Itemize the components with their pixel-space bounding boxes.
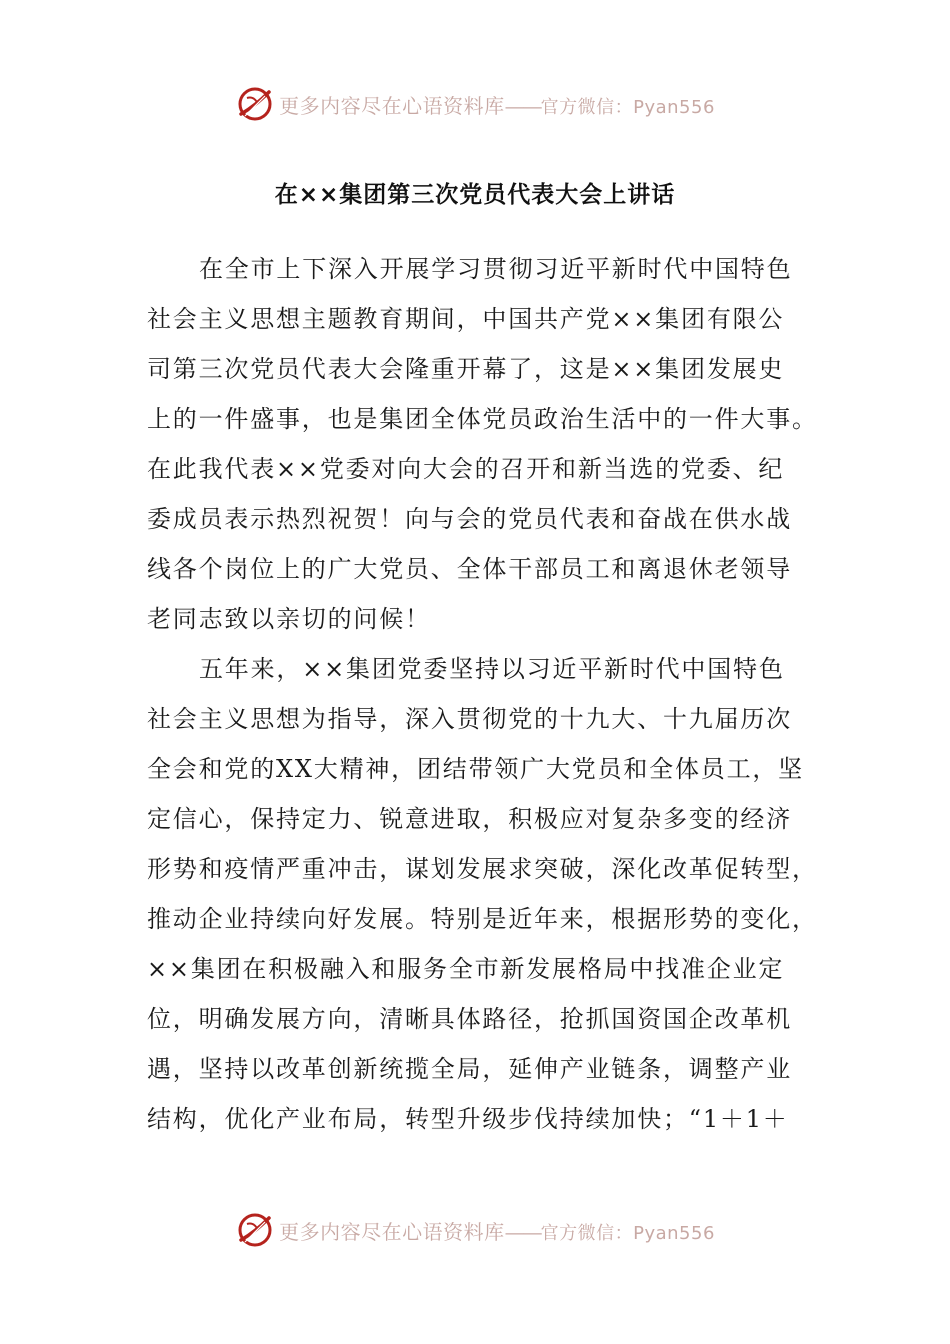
paragraph-1-line-2: 社会主义思想主题教育期间，中国共产党××集团有限公 [147, 305, 785, 333]
paragraph-2-line-5: 形势和疫情严重冲击，谋划发展求突破，深化改革促转型， [147, 855, 818, 883]
paragraph-1-line-4: 上的一件盛事，也是集团全体党员政治生活中的一件大事。 [147, 405, 818, 433]
pen-logo-icon [235, 84, 275, 124]
banner-dash: —— [504, 93, 541, 118]
footer-watermark [0, 1208, 950, 1252]
paragraph-1-line-5: 在此我代表××党委对向大会的召开和新当选的党委、纪 [147, 455, 785, 483]
banner-dash: —— [504, 1219, 541, 1244]
paragraph-1-line-8: 老同志致以亲切的问候！ [147, 605, 431, 633]
banner-text: 更多内容尽在心语资料库 [279, 1219, 505, 1244]
paragraph-2-line-9: 遇，坚持以改革创新统揽全局，延伸产业链条，调整产业 [147, 1055, 792, 1083]
paragraph-2-line-8: 位，明确发展方向，清晰具体路径，抢抓国资国企改革机 [147, 1005, 792, 1033]
paragraph-1-line-6: 委成员表示热烈祝贺！向与会的党员代表和奋战在供水战 [147, 505, 792, 533]
document-body [147, 244, 818, 1144]
paragraph-2-line-3: 全会和党的XX大精神，团结带领广大党员和全体员工，坚 [147, 755, 804, 783]
paragraph-2-line-2: 社会主义思想为指导，深入贯彻党的十九大、十九届历次 [147, 705, 792, 733]
document-title: 在××集团第三次党员代表大会上讲话 [274, 182, 676, 208]
banner-text: 更多内容尽在心语资料库 [279, 93, 505, 118]
header-watermark [0, 82, 950, 126]
paragraph-1-line-1: 在全市上下深入开展学习贯彻习近平新时代中国特色 [199, 255, 793, 283]
banner-wechat: 官方微信：Pyan556 [540, 96, 715, 118]
paragraph-2-line-7: ××集团在积极融入和服务全市新发展格局中找准企业定 [147, 955, 785, 983]
paragraph-1-line-7: 线各个岗位上的广大党员、全体干部员工和离退休老领导 [147, 555, 792, 583]
banner-wechat: 官方微信：Pyan556 [540, 1222, 715, 1244]
paragraph-2-line-1: 五年来，××集团党委坚持以习近平新时代中国特色 [199, 655, 785, 683]
pen-logo-icon [235, 1210, 275, 1250]
paragraph-1-line-3: 司第三次党员代表大会隆重开幕了，这是××集团发展史 [147, 355, 785, 383]
paragraph-2-line-4: 定信心，保持定力、锐意进取，积极应对复杂多变的经济 [147, 805, 792, 833]
paragraph-2-line-10: 结构，优化产业布局，转型升级步伐持续加快；“1＋1＋ [147, 1105, 789, 1133]
paragraph-2-line-6: 推动企业持续向好发展。特别是近年来，根据形势的变化， [147, 905, 818, 933]
